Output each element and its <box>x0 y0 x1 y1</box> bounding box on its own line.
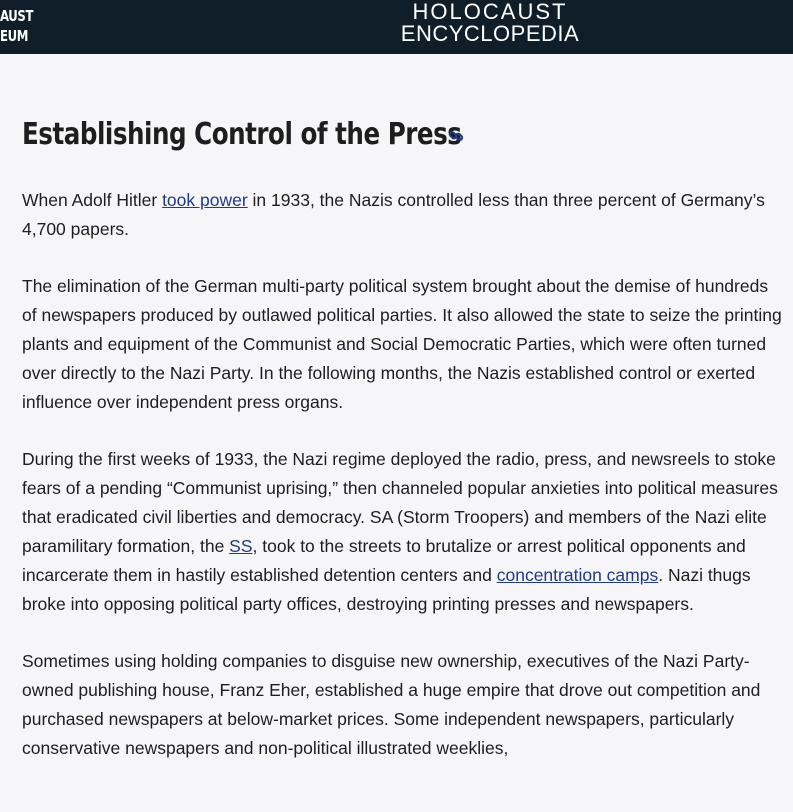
paragraph-3 <box>22 445 782 619</box>
link-icon[interactable] <box>448 128 464 144</box>
concentration-camps-link[interactable]: concentration camps <box>496 565 659 585</box>
section-heading: Establishing Control of the Press <box>22 117 462 152</box>
museum-logo-line2: EUM <box>0 27 28 45</box>
paragraph-1-text-b: in 1933, the Nazis controlled less than three percent of Germany’s 4,700 papers. <box>22 190 765 239</box>
took-power-link[interactable]: took power <box>162 190 248 210</box>
encyclopedia-logo-line2: ENCYCLOPEDIA <box>400 21 580 46</box>
museum-logo-line1: AUST <box>0 7 34 25</box>
site-header <box>0 0 793 54</box>
encyclopedia-logo-line1: HOLOCAUST <box>412 0 568 24</box>
encyclopedia-logo[interactable] <box>0 0 793 45</box>
article-body <box>22 112 782 791</box>
paragraph-1-text-a: When Adolf Hitler <box>22 190 163 210</box>
paragraph-2: The elimination of the German multi-party political system brought about the demise of hundreds of newspapers produced by outlawed political parties. It also allowed the state to seize the printing plants and equipment of the Communist and Social Democratic Parties, which were often turned over directly to the Nazi Party. In the following months, the Nazis established control or exerted influence over independent press organs. <box>22 276 782 412</box>
ss-link[interactable]: SS <box>229 536 253 556</box>
heading-row <box>22 112 782 158</box>
paragraph-1 <box>22 186 782 244</box>
paragraph-4: Sometimes using holding companies to disguise new ownership, executives of the Nazi Party-owned publishing house, Franz Eher, established a huge empire that drove out competition and purchased newspapers at below-market prices. Some independent newspapers, particularly conservative newspapers and non-political illustrated weeklies, <box>22 651 761 758</box>
paragraph-3-text-b: , took to the streets to brutalize or arrest political opponents and incarcerate them in hastily established detention centers and <box>22 536 746 585</box>
paragraph-3-text-c: . Nazi thugs broke into opposing political party offices, destroying printing presses and newspapers. <box>22 565 751 614</box>
paragraph-3-text-a: During the first weeks of 1933, the Nazi regime deployed the radio, press, and newsreels to stoke fears of a pending “Communist uprising,” then channeled popular anxieties into political measures that eradicated civil liberties and democracy. SA (Storm Troopers) and members of the Nazi elite paramilitary formation, the <box>22 449 778 556</box>
